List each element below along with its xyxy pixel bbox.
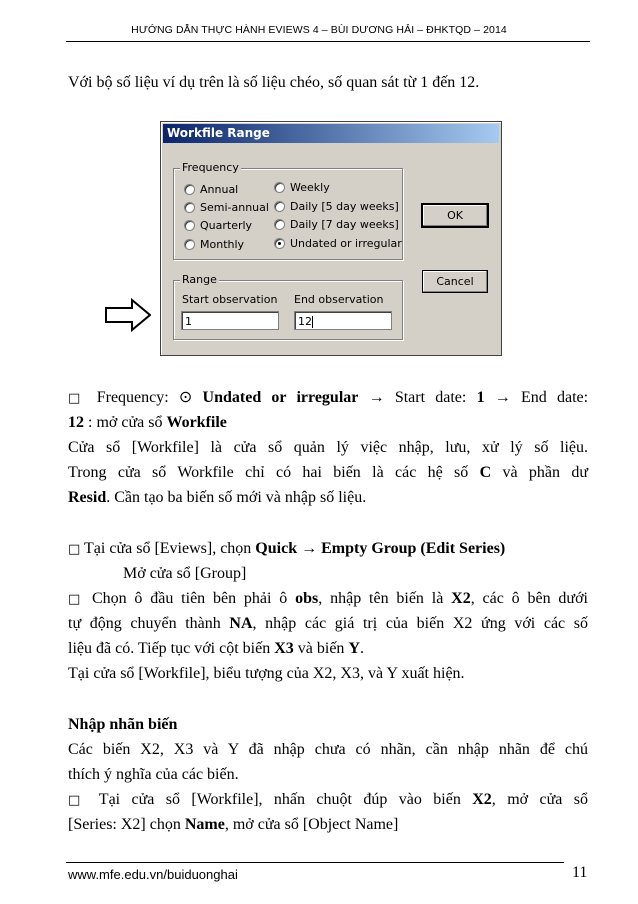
radio-undated[interactable]: Undated or irregular (274, 237, 402, 250)
step-enter-x2-line3: liệu đã có. Tiếp tục với cột biến X3 và biến Y. (68, 640, 364, 657)
text-cursor (312, 316, 313, 328)
range-group-label: Range (182, 273, 217, 286)
workfile-range-dialog (160, 121, 502, 356)
radio-circle (184, 239, 195, 250)
end-observation-label: End observation (294, 293, 384, 306)
radio-daily-7[interactable]: Daily [7 day weeks] (274, 218, 399, 231)
radio-circle (274, 201, 285, 212)
start-observation-input[interactable]: 1 (181, 311, 279, 330)
hollow-arrow-icon (105, 298, 151, 332)
radio-circle (184, 202, 195, 213)
workfile-desc-line3: Resid. Cần tạo ba biến số mới và nhập số liệu. (68, 489, 367, 506)
label-desc-line1: Các biến X2, X3 và Y đã nhập chưa có nhãn, cần nhập nhãn để chú (68, 741, 588, 758)
start-observation-label: Start observation (182, 293, 278, 306)
radio-semi-annual[interactable]: Semi-annual (184, 201, 269, 214)
cancel-button[interactable]: Cancel (422, 270, 488, 293)
radio-circle (274, 219, 285, 230)
ok-button[interactable]: OK (422, 204, 488, 227)
radio-quarterly[interactable]: Quarterly (184, 219, 252, 232)
step-name-line1: □ Tại cửa sổ [Workfile], nhấn chuột đúp vào biến X2, mở cửa sổ (68, 791, 588, 808)
radio-circle-selected (274, 238, 285, 249)
step-enter-x2-line2: tự động chuyển thành NA, nhập các giá trị của biến X2 ứng với các số (68, 615, 589, 632)
page-header: HƯỚNG DẪN THỰC HÀNH EVIEWS 4 – BÙI DƯƠNG HẢI – ĐHKTQD – 2014 (131, 24, 507, 36)
radio-daily-5[interactable]: Daily [5 day weeks] (274, 200, 399, 213)
radio-circle (184, 184, 195, 195)
frequency-group (173, 161, 403, 260)
page-number: 11 (572, 864, 588, 881)
radio-annual[interactable]: Annual (184, 183, 238, 196)
range-group (173, 273, 403, 340)
workfile-desc-line2: Trong cửa sổ Workfile chỉ có hai biến là các hệ số C và phần dư (68, 464, 589, 481)
end-observation-input[interactable]: 12 (294, 311, 392, 330)
dialog-title: Workfile Range (163, 124, 499, 143)
workfile-desc-line1: Cửa sổ [Workfile] là cửa sổ quản lý việc nhập, lưu, xử lý số liệu. (68, 439, 588, 456)
radio-monthly[interactable]: Monthly (184, 238, 244, 251)
frequency-group-label: Frequency (182, 161, 239, 174)
step-quick-empty-group: □ Tại cửa sổ [Eviews], chọn Quick → Empty Group (Edit Series) (68, 540, 506, 557)
header-rule (66, 41, 590, 42)
radio-circle (274, 182, 285, 193)
step-frequency-line2: 12 : mở cửa sổ Workfile (68, 414, 227, 431)
section-heading: Nhập nhãn biến (68, 716, 178, 733)
step-frequency-line1: □ Frequency: ⊙ Undated or irregular → Start date: 1 → End date: (68, 389, 589, 406)
workfile-icons-appear: Tại cửa sổ [Workfile], biểu tượng của X2, X3, và Y xuất hiện. (68, 665, 465, 682)
step-enter-x2-line1: □ Chọn ô đầu tiên bên phải ô obs, nhập tên biến là X2, các ô bên dưới (68, 590, 588, 607)
step-open-group: Mở cửa sổ [Group] (123, 565, 247, 582)
radio-circle (184, 220, 195, 231)
step-name-line2: [Series: X2] chọn Name, mở cửa sổ [Object Name] (68, 816, 399, 833)
label-desc-line2: thích ý nghĩa của các biến. (68, 766, 239, 783)
footer-rule (66, 862, 564, 863)
footer-url[interactable]: www.mfe.edu.vn/buiduonghai (68, 867, 238, 882)
radio-weekly[interactable]: Weekly (274, 181, 330, 194)
intro-text: Với bộ số liệu ví dụ trên là số liệu chéo, số quan sát từ 1 đến 12. (68, 74, 480, 91)
